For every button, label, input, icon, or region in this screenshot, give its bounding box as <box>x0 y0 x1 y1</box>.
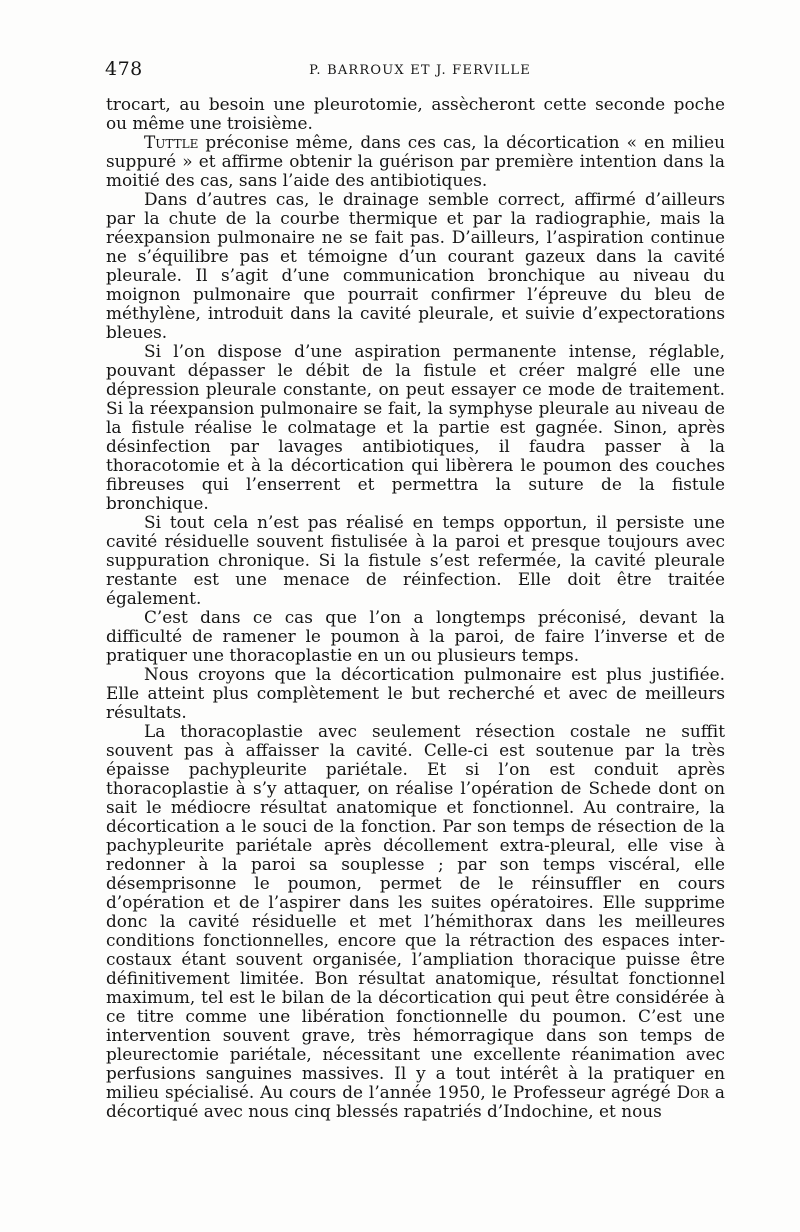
surgeon-name: Dor <box>676 1082 710 1102</box>
paragraph-8-text-a: La thoracoplastie avec seulement résection costale ne suffit souvent pas à affaisser la cavité. Celle-ci est soutenue par la très épaisse pachypleurite pariétale. Et si l’on est conduit après thoracoplastie à s’y attaquer, on réalise l’opération de Schede dont on sait le médiocre résultat anatomique et fonctionnel. Au contraire, la décortication a le souci de la fonction. Par son temps de résection de la pachypleurite pariétale après décollement extra-pleural, elle vise à redonner à la paroi sa souplesse ; par son temps viscéral, elle désemprisonne le poumon, permet de le réinsuffler en cours d’opération et de l’aspirer dans les suites opératoires. Elle supprime donc la cavité résiduelle et met l’hémithorax dans les meilleures conditions fonctionnelles, encore que la rétraction des espaces inter-costaux étant souvent organisée, l’ampliation thoracique puisse être définitivement limitée. Bon résultat anatomique, résultat fonctionnel maximum, tel est le bilan de la décortication qui peut être considérée à ce titre comme une libération fonctionnelle du poumon. C’est une intervention souvent grave, très hémorragique dans son temps de pleurectomie pariétale, nécessitant une excellente réanimation avec perfusions sanguines massives. Il y a tout intérêt à la pratiquer en milieu spécialisé. Au cours de l’année 1950, le Professeur agrégé <box>106 721 725 1102</box>
paragraph-6: C’est dans ce cas que l’on a longtemps préconisé, devant la difficulté de ramener le poumon à la paroi, de faire l’inverse et de pratiquer une thoracoplastie en un ou plusieurs temps. <box>106 607 725 665</box>
paragraph-8-text-b: a décortiqué avec nous cinq blessés rapatriés d’Indochine, et nous <box>106 1082 725 1121</box>
page-header <box>105 58 725 84</box>
paragraph-1: trocart, au besoin une pleurotomie, assècheront cette seconde poche ou même une troisième. <box>106 94 725 133</box>
paragraph-5: Si tout cela n’est pas réalisé en temps opportun, il persiste une cavité résiduelle souvent fistulisée à la paroi et presque toujours avec suppuration chronique. Si la fistule s’est refermée, la cavité pleurale restante est une menace de réinfection. Elle doit être traitée également. <box>106 512 725 608</box>
author-name: Tuttle <box>144 132 199 152</box>
paragraph-3: Dans d’autres cas, le drainage semble correct, affirmé d’ailleurs par la chute de la courbe thermique et par la radiographie, mais la réexpansion pulmonaire ne se fait pas. D’ailleurs, l’aspiration continue ne s’équilibre pas et témoigne d’un courant gazeux dans la cavité pleurale. Il s’agit d’une communication bronchique au niveau du moignon pulmonaire que pourrait confirmer l’épreuve du bleu de méthylène, introduit dans la cavité pleurale, et suivie d’expectorations bleues. <box>106 189 725 342</box>
paragraph-8 <box>106 722 725 1121</box>
paragraph-2-text: préconise même, dans ces cas, la décortication « en milieu suppuré » et affirme obtenir la guérison par première intention dans la moitié des cas, sans l’aide des antibiotiques. <box>106 132 725 190</box>
body-text <box>106 95 725 1121</box>
page-number: 478 <box>105 58 143 80</box>
paragraph-2 <box>106 133 725 190</box>
running-head: P. BARROUX ET J. FERVILLE <box>309 63 531 78</box>
paragraph-4: Si l’on dispose d’une aspiration permanente intense, réglable, pouvant dépasser le débit de la fistule et créer malgré elle une dépression pleurale constante, on peut essayer ce mode de traitement. Si la réexpansion pulmonaire se fait, la symphyse pleurale au niveau de la fistule réalise le colmatage et la partie est gagnée. Sinon, après désinfection par lavages antibiotiques, il faudra passer à la thoracotomie et à la décortication qui libèrera le poumon des couches fibreuses qui l’enserrent et permettra la suture de la fistule bronchique. <box>106 341 725 513</box>
paragraph-7: Nous croyons que la décortication pulmonaire est plus justifiée. Elle atteint plus complètement le but recherché et avec de meilleurs résultats. <box>106 664 725 722</box>
